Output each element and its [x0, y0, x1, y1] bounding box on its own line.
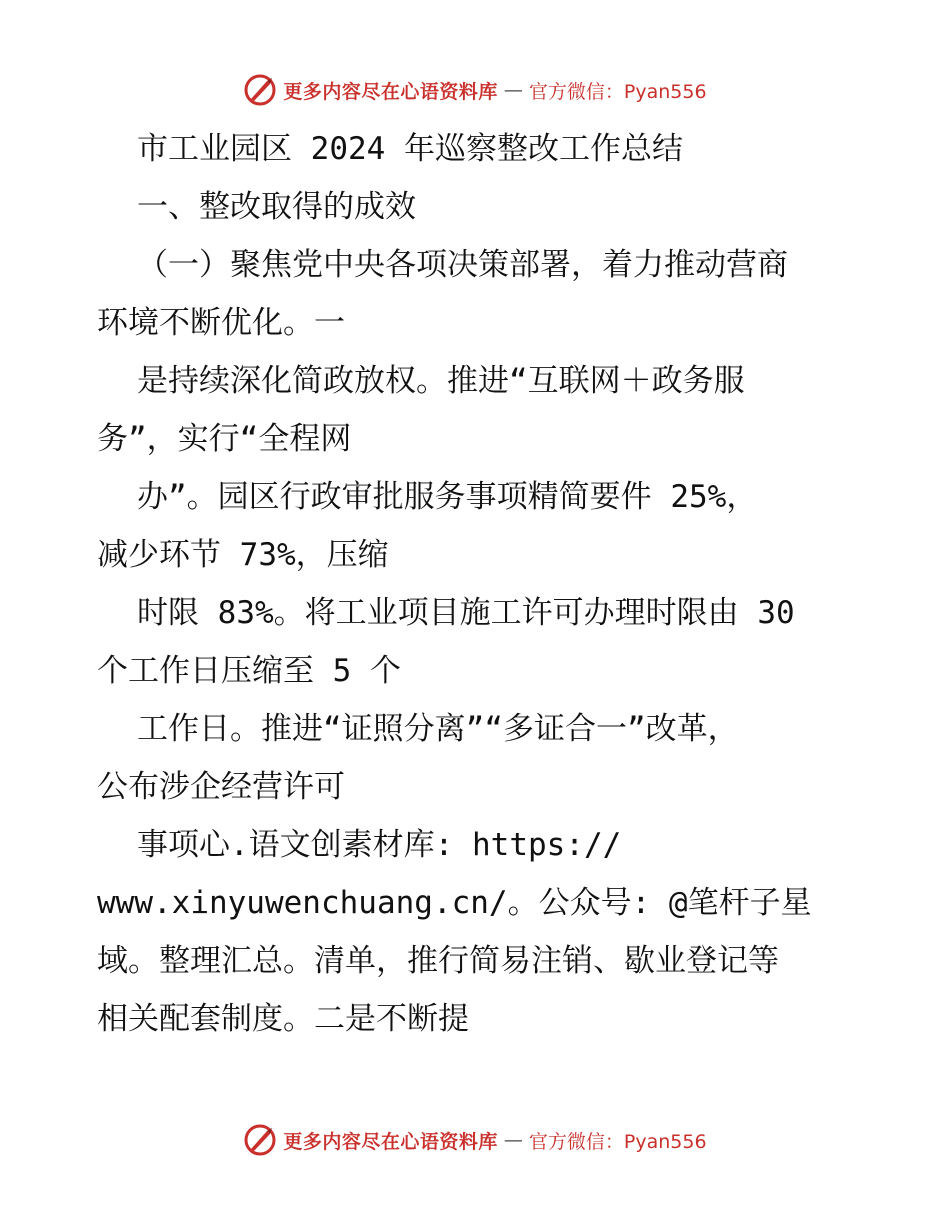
document-line: 事项心.语文创素材库: https:// [137, 827, 622, 863]
document-body [97, 120, 867, 1048]
document-line: 是持续深化简政放权。推进“互联网＋政务服 [137, 363, 745, 399]
document-line: www.xinyuwenchuang.cn/。公众号: @笔杆子星 [97, 885, 812, 921]
document-line: 一、整改取得的成效 [137, 189, 416, 225]
watermark-contact: 官方微信：Pyan556 [528, 1130, 707, 1153]
watermark-contact: 官方微信：Pyan556 [528, 80, 707, 103]
document-line: 时限 83%。将工业项目施工许可办理时限由 30 [137, 595, 795, 631]
document-line: 环境不断优化。一 [97, 305, 345, 341]
document-line: 务”，实行“全程网 [97, 421, 352, 457]
document-line: 办”。园区行政审批服务事项精简要件 25%， [137, 479, 758, 515]
watermark-separator: — [503, 1129, 523, 1151]
document-line: 相关配套制度。二是不断提 [97, 1001, 469, 1037]
quill-seal-icon [243, 1123, 277, 1157]
watermark-separator: — [503, 79, 523, 101]
document-line: 公布涉企经营许可 [97, 769, 345, 805]
document-line: 工作日。推进“证照分离”“多证合一”改革， [137, 711, 739, 747]
watermark-brand: 更多内容尽在心语资料库 [283, 80, 498, 103]
document-line: 减少环节 73%，压缩 [97, 537, 389, 573]
document-line: 域。整理汇总。清单，推行简易注销、歇业登记等 [97, 943, 779, 979]
document-line: 市工业园区 2024 年巡察整改工作总结 [137, 131, 683, 167]
watermark-brand: 更多内容尽在心语资料库 [283, 1130, 498, 1153]
quill-seal-icon [243, 73, 277, 107]
document-line: 个工作日压缩至 5 个 [97, 653, 401, 689]
header-watermark [0, 70, 950, 110]
footer-watermark [0, 1120, 950, 1160]
document-line: （一）聚焦党中央各项决策部署，着力推动营商 [137, 247, 788, 283]
